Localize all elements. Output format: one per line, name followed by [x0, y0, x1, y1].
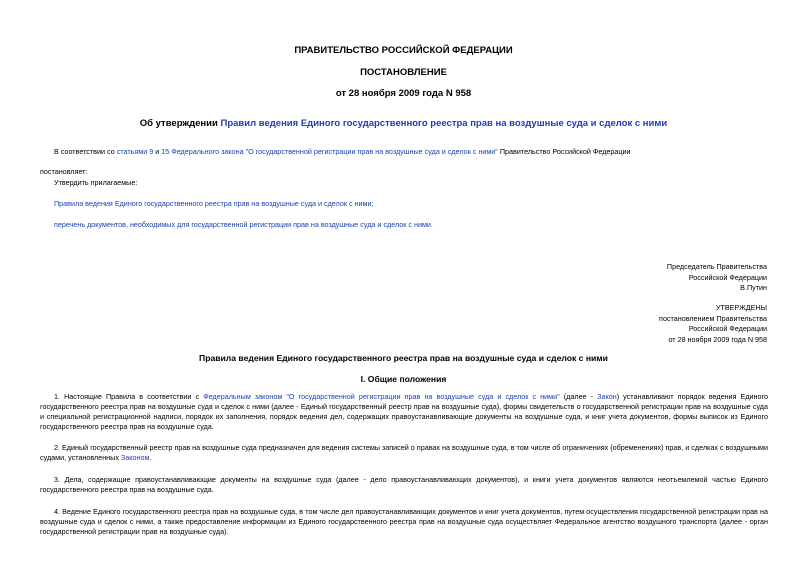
signature-block: [667, 262, 767, 294]
intro-text-2: и: [153, 147, 162, 156]
law-link-2[interactable]: Законом: [120, 453, 150, 462]
rules-paragraph-4: [40, 507, 768, 537]
signature-country: Российской Федерации: [688, 272, 767, 282]
approved-block: [659, 303, 767, 345]
rules-paragraph-3: [40, 475, 768, 495]
rules-paragraph-2: [40, 443, 768, 463]
approved-by: постановлением Правительства: [659, 313, 767, 323]
decree-title-prefix: Об утверждении: [139, 118, 221, 129]
document-type: ПОСТАНОВЛЕНИЕ: [360, 67, 447, 78]
intro-text-1: В соответствии со: [54, 147, 117, 156]
p2-text-2: .: [149, 453, 152, 462]
intro-text-3: Правительство Российской Федерации: [497, 147, 631, 156]
rules-title: Правила ведения Единого государственного реестра прав на воздушные суда и сделок с ними: [199, 353, 608, 363]
intro-paragraph: [54, 147, 631, 157]
p1-text-2: (далее -: [559, 392, 598, 401]
law-link[interactable]: Закон: [597, 392, 617, 401]
federal-law-link[interactable]: 15 Федерального закона "О государственной регистрации прав на воздушные суда и сделок с ними": [161, 147, 498, 156]
p4-text: 4. Ведение Единого государственного реестра прав на воздушные суда, в том числе дел правоустанавливающих документов и книг учета документов, путем осуществления государственной регистрации прав на воздушные суда и сделок с ними, а также предоставление информации из Единого государственного реестра прав на воздушные суда осуществляет Федеральное агентство воздушного транспорта (далее - орган государственной регистрации прав на воздушные суда).: [40, 507, 768, 536]
signature-name: В.Путин: [740, 283, 767, 293]
approved-date: от 28 ноября 2009 года N 958: [668, 334, 767, 344]
documents-list-link[interactable]: перечень документов, необходимых для государственной регистрации прав на воздушные суда и сделок с ними.: [54, 220, 433, 229]
government-header: ПРАВИТЕЛЬСТВО РОССИЙСКОЙ ФЕДЕРАЦИИ: [294, 45, 513, 56]
rules-title-link[interactable]: Правил ведения Единого государственного реестра прав на воздушные суда и сделок с ними: [220, 118, 668, 129]
p3-text: 3. Дела, содержащие правоустанавливающие документы на воздушные суда (далее - дело правоустанавливающих документов), и книги учета документов являются неотъемлемой частью Единого государственного реестра прав на воздушные суда.: [40, 475, 768, 494]
rules-paragraph-1: [40, 392, 768, 432]
signature-position: Председатель Правительства: [666, 262, 767, 271]
federal-law-link-2[interactable]: Федеральным законом "О государственной регистрации прав на воздушные суда и сделок с ними": [203, 392, 560, 401]
p1-text-3: ) устанавливают порядок ведения Единого государственного реестра прав на воздушные суда и сделок с ними (далее - Единый государственный реестр прав на воздушные суда), формы свидетельств о государственной регистрации прав на воздушные суда и специальной регистрационной надписи, порядок их заполнения, порядок ведения дел, содержащих правоустанавливающие документы на воздушные суда, и книг учета документов, формы выписок из Единого государственного реестра прав на воздушные суда.: [40, 392, 768, 431]
document-date: от 28 ноября 2009 года N 958: [335, 88, 472, 99]
approved-country: Российской Федерации: [688, 324, 767, 334]
articles-9-link[interactable]: статьями 9: [116, 147, 154, 156]
rules-link[interactable]: Правила ведения Единого государственного реестра прав на воздушные суда и сделок с ними;: [54, 199, 374, 208]
approve-text: Утвердить прилагаемые:: [54, 178, 138, 187]
p2-text-1: 2. Единый государственный реестр прав на воздушные суда предназначен для ведения системы записей о правах на воздушные суда, в том числе об ограничениях (обременениях) прав, и сделках с воздушными судами, установленных: [40, 443, 768, 462]
approved-label: УТВЕРЖДЕНЫ: [715, 303, 767, 312]
postanovlyaet-text: постановляет:: [40, 167, 88, 176]
decree-title: [0, 118, 807, 129]
section-heading: I. Общие положения: [360, 374, 447, 384]
p1-text-1: 1. Настоящие Правила в соответствии с: [54, 392, 204, 401]
